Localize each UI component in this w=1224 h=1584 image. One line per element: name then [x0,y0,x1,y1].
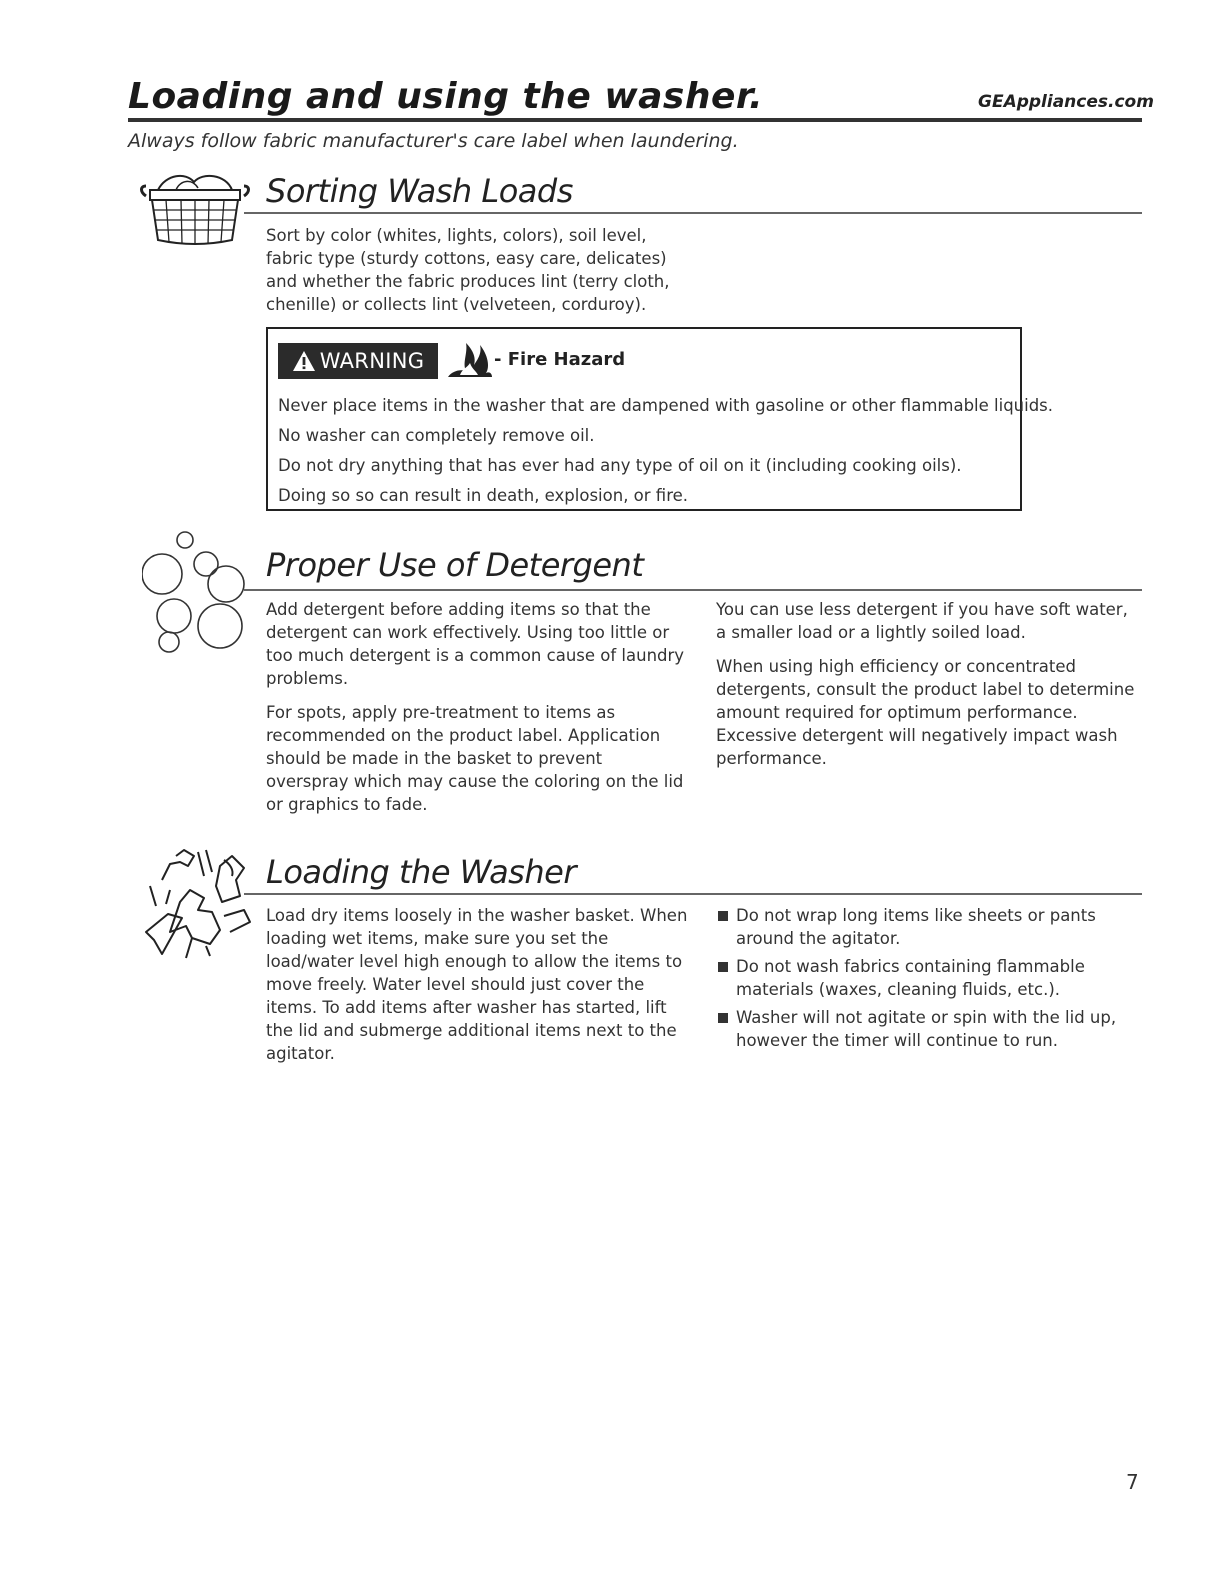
page-subtitle: Always follow fabric manufacturer's care label when laundering. [128,130,739,152]
page-title: Loading and using the washer. [128,76,764,117]
bullet-square-icon [718,962,728,972]
loading-text: Load dry items loosely in the washer basket. When loading wet items, make sure you set the load/water level high enough to allow the items to move freely. Water level should just cover the items. To add items after washer has started, lift the lid and submerge additional items next to the agitator. [266,906,688,1063]
loading-divider [244,893,1142,895]
laundry-basket-icon [136,170,254,246]
warning-badge [278,343,438,379]
warning-line: Doing so so can result in death, explosion, or fire. [278,486,689,505]
detergent-paragraph: For spots, apply pre-treatment to items as recommended on the product label. Application should be made in the basket to prevent overspray which may cause the coloring on the lid or graphics to fade. [266,703,684,814]
bullet-text: Do not wrap long items like sheets or pants around the agitator. [736,906,1096,948]
detergent-left-column [266,598,686,816]
clothes-icon [140,846,252,960]
loading-title: Loading the Washer [266,853,576,891]
bullet-square-icon [718,1013,728,1023]
bubbles-icon [142,530,248,656]
sorting-divider [244,212,1142,214]
loading-bullet-list [716,904,1142,1057]
sorting-title: Sorting Wash Loads [266,172,573,210]
list-item [716,955,1142,1001]
list-item [716,1006,1142,1052]
warning-line: No washer can completely remove oil. [278,426,595,445]
warning-line: Never place items in the washer that are dampened with gasoline or other flammable liquids. [278,396,1054,415]
detergent-divider [244,589,1142,591]
warning-label: WARNING [319,349,425,373]
sorting-text: Sort by color (whites, lights, colors), soil level, fabric type (sturdy cottons, easy care, delicates) and whether the fabric produces lint (terry cloth, chenille) or collects lint (velveteen, corduroy). [266,226,670,314]
detergent-title: Proper Use of Detergent [266,546,644,584]
bullet-square-icon [718,911,728,921]
page-number: 7 [1126,1470,1139,1494]
detergent-paragraph: When using high efficiency or concentrated detergents, consult the product label to determine amount required for optimum performance. Excessive detergent will negatively impact wash performance. [716,657,1135,768]
detergent-paragraph: Add detergent before adding items so that the detergent can work effectively. Using too little or too much detergent is a common cause of laundry problems. [266,600,685,688]
title-divider [128,118,1142,122]
warning-box [266,327,1054,511]
warning-lines [278,391,1054,511]
list-item [716,904,1142,950]
warning-line: Do not dry anything that has ever had any type of oil on it (including cooking oils). [278,456,962,475]
bullet-text: Do not wash fabrics containing flammable materials (waxes, cleaning fluids, etc.). [736,957,1085,999]
detergent-paragraph: You can use less detergent if you have soft water, a smaller load or a lightly soiled load. [716,600,1128,642]
website-link[interactable]: GEAppliances.com [978,92,1154,112]
warning-triangle-icon [292,350,316,372]
detergent-right-column [716,598,1138,770]
fire-hazard-label: - Fire Hazard [494,349,626,370]
bullet-text: Washer will not agitate or spin with the lid up, however the timer will continue to run. [736,1008,1117,1050]
fire-hazard-icon [446,341,494,379]
